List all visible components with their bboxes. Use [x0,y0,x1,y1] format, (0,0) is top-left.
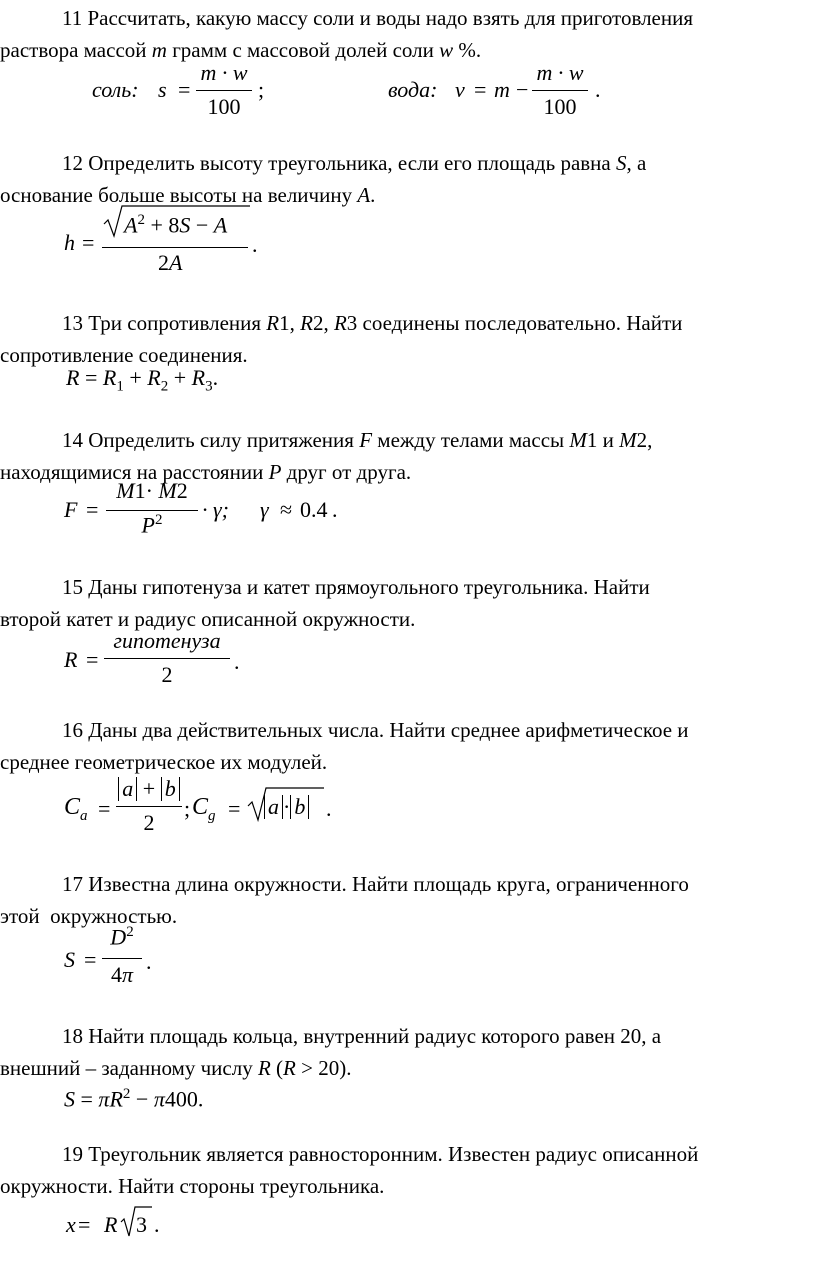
problem-text: между телами массы [372,428,570,452]
fraction [102,924,142,992]
formula-op: = [82,230,95,255]
problem-number: 18 [62,1024,83,1048]
formula-var: v [455,77,465,102]
fraction [532,60,588,122]
fraction-bar [116,806,182,807]
problem-text: Даны гипотенуза и катет прямоугольного треугольника. Найти [88,575,650,599]
radical-content: a · b [264,794,309,820]
problem-text: Три сопротивления [88,311,267,335]
fraction-bar [102,247,248,248]
problem-text: находящимися на расстоянии [0,460,269,484]
separator: , [289,311,301,335]
formula-var: S [64,947,75,972]
formula-value: 0.4 [300,497,328,522]
problem-16 [0,714,816,778]
variable: m [151,38,167,62]
variable: R [333,311,347,335]
problem-text: , а [626,151,647,175]
variable: M [569,428,587,452]
problem-text: раствора массой [0,38,152,62]
problem-text: Известна длина окружности. Найти площадь круга, ограниченного [88,872,689,896]
formula-body: $S = \pi R^2 - \pi 400$. [64,1086,204,1112]
variable: M [619,428,637,452]
formula-var: R [64,647,78,672]
fraction-bar [102,958,142,959]
subscript-digit: 2, [636,428,653,452]
formula-label: вода: [388,77,438,102]
problem-11 [0,2,816,66]
formula-op: − [516,77,529,102]
problem-text: Определить силу притяжения [88,428,360,452]
variable: R [266,311,280,335]
problem-number: 19 [62,1142,83,1166]
problem-number: 14 [62,428,83,452]
problem-text: этой окружностью. [0,904,178,928]
variable: R [257,1056,271,1080]
formula-op: = [86,647,99,672]
fraction-numerator: m · w [536,60,584,85]
formula-op: = [98,796,111,821]
fraction-denominator: $P^2$ [141,512,163,538]
fraction-denominator: 100 [207,94,241,119]
formula-op: = [228,796,241,821]
variable: w [439,38,454,62]
fraction-numerator: a + b [116,776,182,802]
fraction-denominator: 2 [143,810,155,835]
separator: , [323,311,334,335]
fraction [106,478,198,544]
problem-19 [0,1138,816,1202]
problem-text: второй катет и радиус описанной окружности. [0,607,416,631]
formula-op: . [595,77,601,102]
problem-number: 11 [62,6,83,30]
fraction-denominator: 2 [161,662,173,687]
formula-body: $R = R_1 + R_2 + R_3$. [66,365,219,395]
radical-content: 3 [136,1212,147,1237]
problem-text: Найти площадь кольца, внутренний радиус которого равен 20, а [88,1024,662,1048]
formula-op: . [326,796,332,821]
problem-text: > 20). [295,1056,352,1080]
fraction-bar [104,658,230,659]
fraction [196,60,252,122]
problem-17 [0,868,816,932]
problem-15 [0,571,816,635]
formula-var: x [66,1212,76,1237]
problem-text: %. [453,38,482,62]
problem-text: ( [270,1056,284,1080]
problem-text: Определить высоту треугольника, если его площадь равна [88,151,616,175]
fraction-denominator: 100 [543,94,577,119]
problem-number: 13 [62,311,83,335]
problem-text: Треугольник является равносторонним. Известен радиус описанной [88,1142,699,1166]
formula-op: = [86,497,99,522]
problem-13 [0,307,816,371]
problem-number: 16 [62,718,83,742]
formula-op: ; [184,796,191,821]
problem-text: Даны два действительных числа. Найти среднее арифметическое и [88,718,689,742]
formula-op: = [178,77,191,102]
problem-text: грамм с массовой долей соли [166,38,440,62]
formula-op: . [234,649,240,674]
fraction-bar [196,90,252,91]
variable: P [268,460,282,484]
problem-text: . [370,183,376,207]
fraction-bar [532,90,588,91]
formula-op: . [154,1212,160,1237]
formula-var: R [104,1212,118,1237]
problem-number: 17 [62,872,83,896]
fraction [104,628,230,692]
fraction-numerator: $D^2$ [110,924,134,950]
formula-op: . [252,232,258,257]
formula-op: . [146,949,152,974]
subscript-digit: 1 [279,311,290,335]
subscript-digit: 2 [312,311,324,335]
problem-number: 15 [62,575,83,599]
problem-text: среднее геометрическое их модулей. [0,750,328,774]
problem-text: внешний – заданному числу [0,1056,258,1080]
formula-var: h [64,230,75,255]
formula-op: ≈ [280,497,293,522]
formula-op: = [84,947,97,972]
problem-text: окружности. Найти стороны треугольника. [0,1174,385,1198]
formula-label: соль: [92,77,139,102]
fraction-numerator: гипотенуза [113,628,221,653]
radical-content: $A^2 + 8S - A$ [124,212,228,238]
problem-text: соединены последовательно. Найти [357,311,683,335]
subscript-digit: 1 [586,428,598,452]
formula-op: . [332,497,338,522]
fraction-bar [106,510,198,511]
subscript-digit: 3 [346,311,358,335]
formula-var: $C_g$ [192,794,216,824]
problem-text: Рассчитать, какую массу соли и воды надо взять для приготовления [87,6,694,30]
formula-var: F [64,497,78,522]
variable: R [283,1056,296,1080]
formula-var: γ [260,497,269,522]
formula-op: = [474,77,487,102]
formula-var: s [158,77,167,102]
formula-var: m [494,77,510,102]
problem-text: друг от друга. [281,460,412,484]
variable: A [357,183,371,207]
problem-text: сопротивление соединения. [0,343,248,367]
variable: R [300,311,313,335]
fraction-numerator: m · w [200,60,248,85]
conjunction: и [597,428,620,452]
variable: F [359,428,373,452]
fraction-numerator: M1· M2 [116,478,188,503]
fraction [116,776,182,840]
formula-var: $C_a$ [64,794,88,824]
formula-op: = [78,1212,91,1237]
problem-18 [0,1020,816,1084]
formula-op: · γ; [202,497,229,522]
fraction-denominator: 4π [110,962,134,987]
variable: S [616,151,627,175]
formula-op: ; [258,77,265,102]
problem-number: 12 [62,151,83,175]
fraction-denominator: 2A [158,250,183,275]
problem-text: основание больше высоты на величину [0,183,358,207]
